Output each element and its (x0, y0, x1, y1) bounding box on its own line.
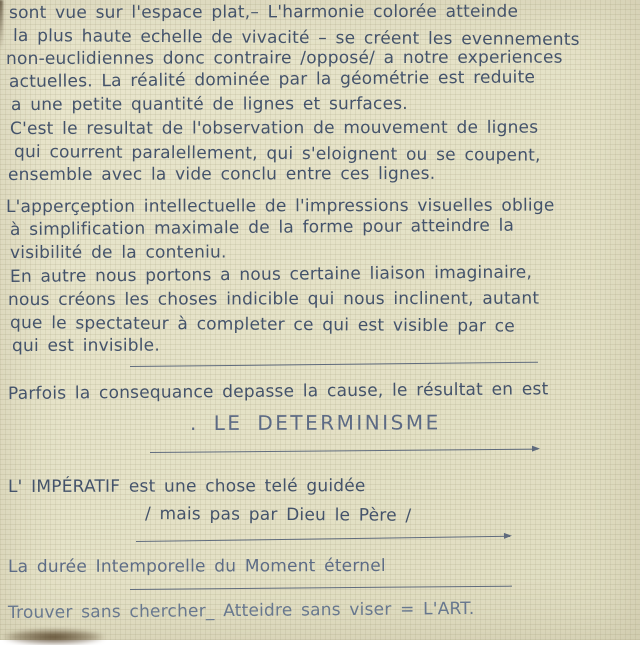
paragraph3-line3: visibilité de la conteniu. (9, 242, 227, 263)
divider-line-3 (136, 536, 510, 542)
paragraph4-line4: qui est invisible. (11, 335, 160, 356)
paragraph1-line3: non-euclidiennes donc contraire /opposé/ a notre experiences (5, 47, 563, 69)
paragraph2-line3: ensemble avec la vide conclu entre ces lignes. (7, 163, 436, 185)
paragraph4-line1: En autre nous portons a nous certaine liaison imaginaire, (9, 262, 533, 287)
paragraph3-line2: à simplification maximale de la forme pour atteindre la (9, 215, 515, 240)
paragraph1-line4: actuelles. La réalité dominée par la géométrie est reduite (8, 67, 536, 92)
paragraph2-line2: qui courrent paralellement, qui s'eloignent ou se coupent, (13, 142, 541, 166)
divider-line-4 (130, 586, 512, 590)
paragraph1-line2: la plus haute echelle de vivacité – se créent les evennements (12, 26, 580, 50)
paragraph3-line1: L'apperçeption intellectuelle de l'impressions visuelles oblige (5, 195, 555, 217)
aphorism-art-line: Trouver sans chercher_ Atteidre sans viser = L'ART. (7, 598, 475, 623)
divider-line-2 (150, 449, 538, 453)
aphorism-determinisme-line: Parfois la consequance depasse la cause, le résultat en est (7, 379, 549, 404)
paragraph1-line1: sont vue sur l'espace plat,– L'harmonie colorée atteinde (8, 1, 519, 23)
aphorism-imperatif-line1: L' IMPÉRATIF est une chose telé guidée (7, 476, 366, 497)
photo-edge-shadow-bottom-left (4, 629, 104, 645)
paragraph1-line5: a une petite quantité de lignes et surfaces. (10, 93, 408, 115)
paragraph4-line2: nous créons les choses indicible qui nous inclinent, autant (7, 288, 540, 310)
paragraph4-line3: que le spectateur à completer ce qui est visible par ce (9, 313, 515, 337)
divider-line-1 (130, 362, 538, 367)
aphorism-duree-line: La durée Intemporelle du Moment éternel (7, 556, 386, 577)
photo-edge-shadow-top-left (0, 0, 3, 50)
aphorism-determinisme-title: . LE DETERMINISME (189, 410, 441, 435)
aphorism-imperatif-line2: / mais pas par Dieu le Père / (144, 504, 412, 526)
paragraph2-line1: C'est le resultat de l'observation de mouvement de lignes (9, 117, 539, 139)
